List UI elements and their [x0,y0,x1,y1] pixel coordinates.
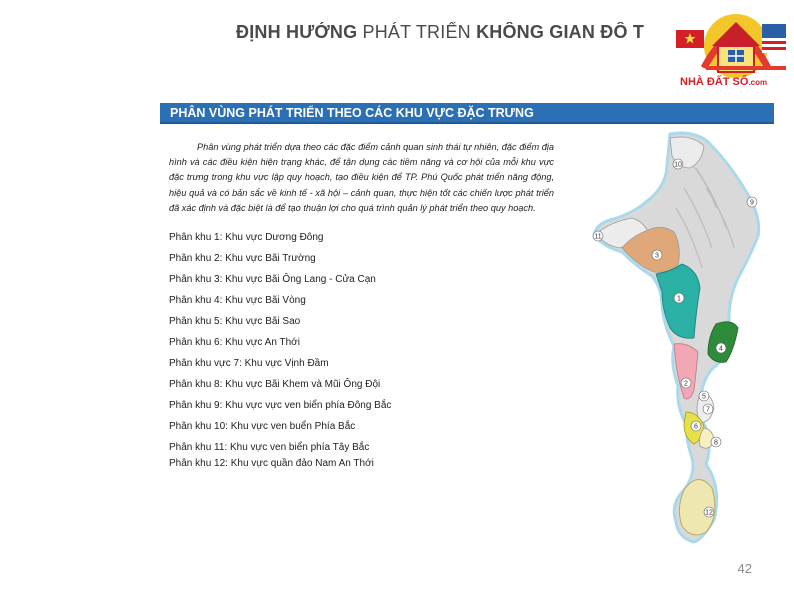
map-label-3 [652,250,662,260]
map-label-text-4: 4 [719,345,723,353]
map-label-4 [716,343,726,353]
zone-item-2: Phân khu 2: Khu vực Bãi Trường [169,253,316,264]
zoning-map [566,128,768,552]
zone-item-4: Phân khu 4: Khu vực Bãi Vòng [169,295,306,306]
map-label-7 [703,404,713,414]
zone-item-1: Phân khu 1: Khu vực Dương Đông [169,232,324,243]
map-label-6 [691,421,701,431]
map-label-5 [699,391,709,401]
zone-item-5: Phân khu 5: Khu vực Bãi Sao [169,316,301,327]
title-bold-part-1: ĐỊNH HƯỚNG [236,22,358,42]
map-label-11 [593,231,603,241]
title-bold-part-2: KHÔNG GIAN ĐÔ T [476,22,645,42]
page-number: 42 [737,561,752,576]
phu-quoc-island-map [566,128,768,552]
map-label-text-2: 2 [684,380,688,388]
map-label-8 [711,437,721,447]
map-label-10 [673,159,683,169]
page-title [236,22,706,46]
section-header-bar [160,103,774,124]
section-title: PHÂN VÙNG PHÁT TRIỂN THEO CÁC KHU VỰC ĐẶC TRƯNG [170,106,534,120]
nha-dat-so-logo [666,8,792,100]
map-label-text-7: 7 [706,406,710,414]
map-label-1 [674,293,684,303]
map-label-text-9: 9 [750,199,754,207]
logo-domain: .com [748,78,768,87]
map-label-text-6: 6 [694,423,698,431]
map-label-12 [704,507,714,517]
zone-item-10: Phân khu 10: Khu vực ven buển Phía Bắc [169,421,356,432]
map-label-9 [747,197,757,207]
zone-item-3: Phân khu 3: Khu vực Bãi Ông Lang - Cửa Cạn [169,274,376,285]
map-label-text-1: 1 [677,295,681,303]
zone-item-6: Phân khu 6: Khu vực An Thới [169,337,300,348]
zone-item-12: Phân khu 12: Khu vực quần đảo Nam An Thới [169,458,374,469]
zone-item-8: Phân khu 8: Khu vực Bãi Khem và Mũi Ông Đội [169,379,381,390]
map-label-text-11: 11 [594,233,602,241]
map-label-text-5: 5 [702,393,706,401]
map-label-2 [681,378,691,388]
map-label-text-10: 10 [674,161,682,169]
zone-item-9: Phân khu 9: Khu vực vực ven biển phía Đông Bắc [169,400,392,411]
map-label-text-3: 3 [655,252,659,260]
title-normal-part: PHÁT TRIỂN [357,22,477,42]
zone-item-11: Phân khu 11: Khu vực ven biển phía Tây Bắc [169,442,370,453]
intro-paragraph: Phân vùng phát triển dựa theo các đặc điểm cảnh quan sinh thái tự nhiên, đặc điểm địa hình và các điều kiện hiện trạng khác, để tận dụng các tiềm năng và cơ hội của mỗi khu vực đặc trưng trong khu vực lập quy hoạch, tạo điều kiện để TP. Phú Quốc phát triển năng động, hiệu quả và có bản sắc về kinh tế - xã hội – cảnh quan, thực hiện tốt các chiến lược phát triển đã xác định và đặc biệt là để tạo thuận lợi cho quá trình quản lý phát triển theo quy hoạch. [169,142,554,213]
map-label-text-12: 12 [705,509,713,517]
zone-item-7: Phân khu vực 7: Khu vực Vịnh Đầm [169,358,329,369]
logo-text: NHÀ ĐẤT SỐ [680,76,749,88]
map-label-text-8: 8 [714,439,718,447]
